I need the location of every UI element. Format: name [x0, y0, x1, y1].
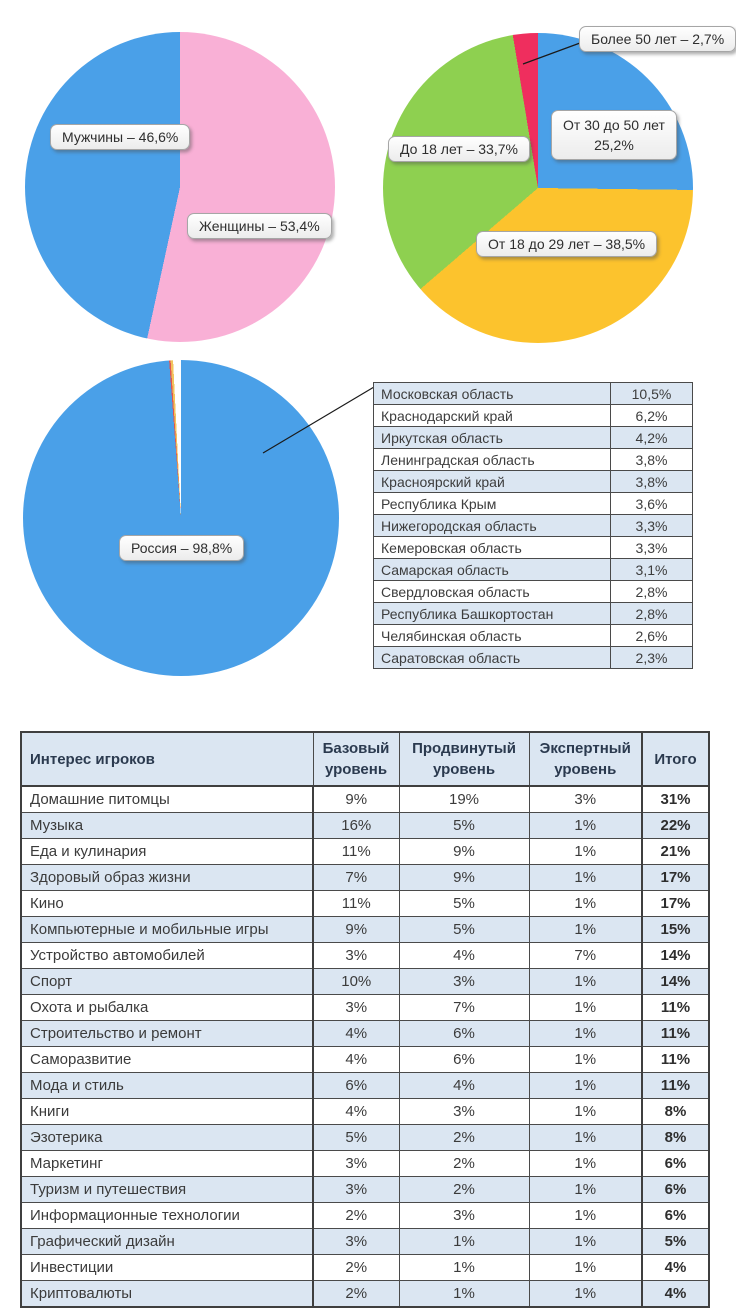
label-women: Женщины – 53,4%	[187, 213, 332, 239]
advanced-value: 1%	[399, 1281, 529, 1308]
interest-name: Информационные технологии	[21, 1203, 313, 1229]
total-value: 11%	[642, 995, 709, 1021]
advanced-value: 2%	[399, 1177, 529, 1203]
total-value: 22%	[642, 813, 709, 839]
region-share-value: 2,8%	[611, 603, 693, 625]
expert-value: 1%	[529, 1177, 642, 1203]
region-name: Иркутская область	[374, 427, 611, 449]
region-name: Самарская область	[374, 559, 611, 581]
region-share-value: 3,6%	[611, 493, 693, 515]
col-header-interest: Интерес игроков	[21, 732, 313, 786]
basic-value: 10%	[313, 969, 399, 995]
interest-table	[20, 731, 710, 1308]
basic-value: 7%	[313, 865, 399, 891]
expert-value: 1%	[529, 1125, 642, 1151]
total-value: 11%	[642, 1047, 709, 1073]
region-row	[374, 493, 693, 515]
interest-name: Туризм и путешествия	[21, 1177, 313, 1203]
region-share-value: 3,8%	[611, 449, 693, 471]
total-value: 6%	[642, 1177, 709, 1203]
advanced-value: 4%	[399, 943, 529, 969]
total-value: 15%	[642, 917, 709, 943]
basic-value: 5%	[313, 1125, 399, 1151]
interest-table-header	[21, 732, 709, 786]
interest-name: Охота и рыбалка	[21, 995, 313, 1021]
interest-name: Кино	[21, 891, 313, 917]
basic-value: 9%	[313, 786, 399, 813]
region-row	[374, 515, 693, 537]
region-name: Московская область	[374, 383, 611, 405]
col-header-basic: Базовый уровень	[313, 732, 399, 786]
label-russia: Россия – 98,8%	[119, 535, 244, 561]
region-share-value: 10,5%	[611, 383, 693, 405]
interest-name: Устройство автомобилей	[21, 943, 313, 969]
interest-row	[21, 786, 709, 813]
header-row	[21, 732, 709, 786]
region-share-value: 2,3%	[611, 647, 693, 669]
pie-chart-age	[383, 33, 693, 343]
interest-row	[21, 1151, 709, 1177]
total-value: 11%	[642, 1073, 709, 1099]
region-name: Республика Башкортостан	[374, 603, 611, 625]
advanced-value: 19%	[399, 786, 529, 813]
interest-name: Графический дизайн	[21, 1229, 313, 1255]
advanced-value: 2%	[399, 1125, 529, 1151]
total-value: 4%	[642, 1281, 709, 1308]
expert-value: 3%	[529, 786, 642, 813]
region-row	[374, 625, 693, 647]
region-row	[374, 559, 693, 581]
label-age18-29: От 18 до 29 лет – 38,5%	[476, 231, 657, 257]
expert-value: 1%	[529, 1203, 642, 1229]
interest-row	[21, 943, 709, 969]
label-age30-50-line1: От 30 до 50 лет	[563, 117, 665, 133]
advanced-value: 9%	[399, 839, 529, 865]
region-name: Саратовская область	[374, 647, 611, 669]
pie-chart-gender	[25, 32, 335, 342]
interest-name: Эзотерика	[21, 1125, 313, 1151]
interest-row	[21, 865, 709, 891]
interest-name: Здоровый образ жизни	[21, 865, 313, 891]
advanced-value: 7%	[399, 995, 529, 1021]
advanced-value: 9%	[399, 865, 529, 891]
advanced-value: 4%	[399, 1073, 529, 1099]
region-row	[374, 471, 693, 493]
interest-row	[21, 1281, 709, 1308]
advanced-value: 6%	[399, 1047, 529, 1073]
interest-name: Мода и стиль	[21, 1073, 313, 1099]
interest-name: Криптовалюты	[21, 1281, 313, 1308]
region-name: Краснодарский край	[374, 405, 611, 427]
expert-value: 1%	[529, 1099, 642, 1125]
region-share-value: 2,8%	[611, 581, 693, 603]
region-row	[374, 449, 693, 471]
total-value: 17%	[642, 891, 709, 917]
pie-chart-geography	[23, 360, 339, 676]
expert-value: 1%	[529, 1151, 642, 1177]
expert-value: 7%	[529, 943, 642, 969]
expert-value: 1%	[529, 995, 642, 1021]
advanced-value: 1%	[399, 1229, 529, 1255]
advanced-value: 3%	[399, 1203, 529, 1229]
total-value: 14%	[642, 969, 709, 995]
region-share-value: 3,3%	[611, 515, 693, 537]
region-row	[374, 603, 693, 625]
expert-value: 1%	[529, 917, 642, 943]
expert-value: 1%	[529, 839, 642, 865]
interest-name: Маркетинг	[21, 1151, 313, 1177]
basic-value: 2%	[313, 1255, 399, 1281]
label-age30-50-line2: 25,2%	[594, 137, 634, 153]
expert-value: 1%	[529, 969, 642, 995]
expert-value: 1%	[529, 813, 642, 839]
region-table-body	[374, 383, 693, 669]
interest-table-body	[21, 786, 709, 1307]
interest-row	[21, 1229, 709, 1255]
interest-row	[21, 1021, 709, 1047]
interest-row	[21, 1073, 709, 1099]
total-value: 8%	[642, 1125, 709, 1151]
total-value: 8%	[642, 1099, 709, 1125]
basic-value: 3%	[313, 943, 399, 969]
expert-value: 1%	[529, 865, 642, 891]
expert-value: 1%	[529, 1021, 642, 1047]
region-row	[374, 427, 693, 449]
interest-name: Еда и кулинария	[21, 839, 313, 865]
basic-value: 4%	[313, 1021, 399, 1047]
total-value: 17%	[642, 865, 709, 891]
total-value: 14%	[642, 943, 709, 969]
interest-row	[21, 1125, 709, 1151]
advanced-value: 6%	[399, 1021, 529, 1047]
interest-name: Саморазвитие	[21, 1047, 313, 1073]
total-value: 4%	[642, 1255, 709, 1281]
basic-value: 11%	[313, 891, 399, 917]
region-share-table	[373, 382, 693, 669]
total-value: 21%	[642, 839, 709, 865]
region-share-value: 2,6%	[611, 625, 693, 647]
label-under18: До 18 лет – 33,7%	[388, 136, 530, 162]
interest-name: Книги	[21, 1099, 313, 1125]
basic-value: 4%	[313, 1047, 399, 1073]
interest-row	[21, 969, 709, 995]
expert-value: 1%	[529, 1073, 642, 1099]
region-share-value: 4,2%	[611, 427, 693, 449]
basic-value: 2%	[313, 1281, 399, 1308]
region-row	[374, 647, 693, 669]
total-value: 6%	[642, 1203, 709, 1229]
expert-value: 1%	[529, 1229, 642, 1255]
expert-value: 1%	[529, 1281, 642, 1308]
basic-value: 11%	[313, 839, 399, 865]
interest-row	[21, 995, 709, 1021]
interest-row	[21, 1047, 709, 1073]
expert-value: 1%	[529, 1255, 642, 1281]
basic-value: 9%	[313, 917, 399, 943]
interest-row	[21, 917, 709, 943]
region-name: Красноярский край	[374, 471, 611, 493]
region-share-value: 3,3%	[611, 537, 693, 559]
basic-value: 16%	[313, 813, 399, 839]
basic-value: 2%	[313, 1203, 399, 1229]
region-share-value: 3,1%	[611, 559, 693, 581]
region-row	[374, 383, 693, 405]
interest-row	[21, 1255, 709, 1281]
basic-value: 6%	[313, 1073, 399, 1099]
interest-row	[21, 1203, 709, 1229]
advanced-value: 5%	[399, 891, 529, 917]
interest-row	[21, 839, 709, 865]
region-row	[374, 537, 693, 559]
interest-row	[21, 891, 709, 917]
interest-name: Музыка	[21, 813, 313, 839]
advanced-value: 5%	[399, 813, 529, 839]
region-row	[374, 405, 693, 427]
interest-name: Инвестиции	[21, 1255, 313, 1281]
total-value: 6%	[642, 1151, 709, 1177]
advanced-value: 3%	[399, 969, 529, 995]
region-row	[374, 581, 693, 603]
col-header-expert: Экспертный уровень	[529, 732, 642, 786]
region-name: Нижегородская область	[374, 515, 611, 537]
interest-row	[21, 813, 709, 839]
basic-value: 3%	[313, 1177, 399, 1203]
region-name: Челябинская область	[374, 625, 611, 647]
total-value: 11%	[642, 1021, 709, 1047]
total-value: 5%	[642, 1229, 709, 1255]
col-header-total: Итого	[642, 732, 709, 786]
advanced-value: 3%	[399, 1099, 529, 1125]
total-value: 31%	[642, 786, 709, 813]
expert-value: 1%	[529, 1047, 642, 1073]
interest-name: Спорт	[21, 969, 313, 995]
region-name: Республика Крым	[374, 493, 611, 515]
region-share-value: 6,2%	[611, 405, 693, 427]
basic-value: 3%	[313, 1151, 399, 1177]
region-share-value: 3,8%	[611, 471, 693, 493]
region-name: Кемеровская область	[374, 537, 611, 559]
basic-value: 3%	[313, 1229, 399, 1255]
label-over50: Более 50 лет – 2,7%	[579, 26, 736, 52]
interest-name: Компьютерные и мобильные игры	[21, 917, 313, 943]
region-name: Свердловская область	[374, 581, 611, 603]
advanced-value: 5%	[399, 917, 529, 943]
interest-name: Домашние питомцы	[21, 786, 313, 813]
basic-value: 3%	[313, 995, 399, 1021]
label-men: Мужчины – 46,6%	[50, 124, 190, 150]
region-name: Ленинградская область	[374, 449, 611, 471]
label-age30-50	[551, 110, 677, 160]
interest-row	[21, 1099, 709, 1125]
advanced-value: 2%	[399, 1151, 529, 1177]
basic-value: 4%	[313, 1099, 399, 1125]
advanced-value: 1%	[399, 1255, 529, 1281]
col-header-advanced: Продвинутый уровень	[399, 732, 529, 786]
expert-value: 1%	[529, 891, 642, 917]
interest-name: Строительство и ремонт	[21, 1021, 313, 1047]
interest-row	[21, 1177, 709, 1203]
